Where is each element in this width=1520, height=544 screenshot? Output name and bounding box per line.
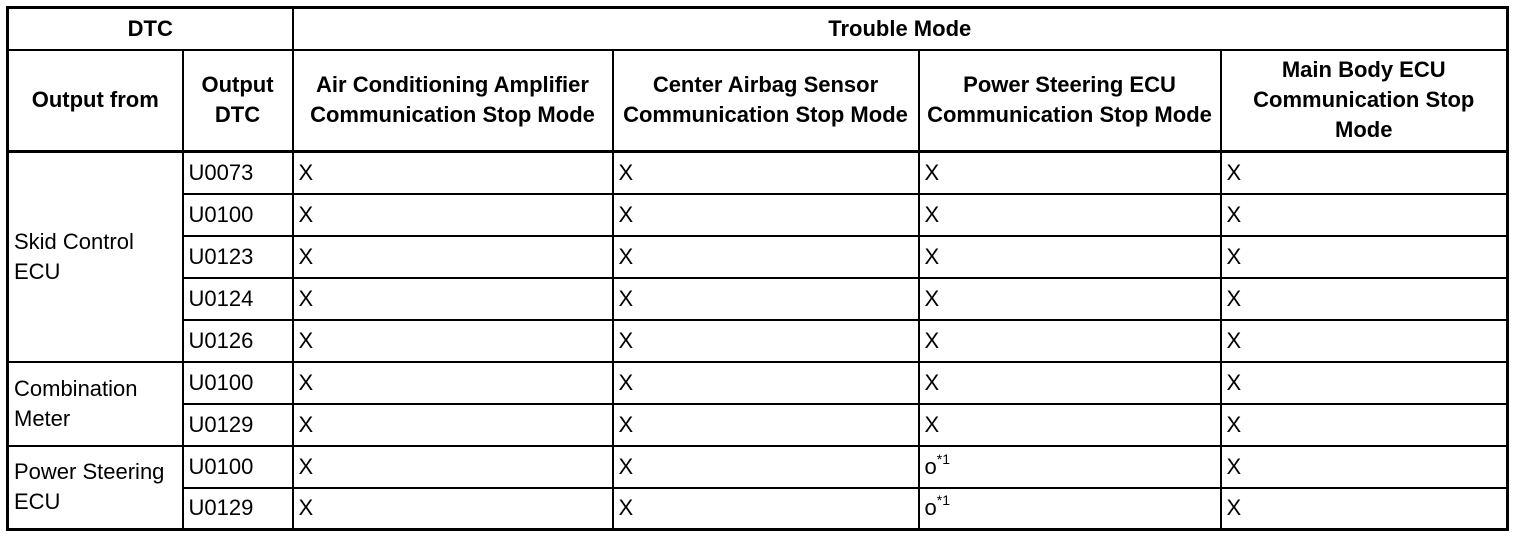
mark-value: X — [924, 327, 940, 353]
output-from-cell: Combination Meter — [8, 362, 183, 446]
trouble-mode-mark-cell — [919, 320, 1221, 362]
trouble-mode-mark-cell — [919, 152, 1221, 194]
output-dtc-cell: U0100 — [183, 362, 293, 404]
mode-header-power-steering: Power Steering ECU Communication Stop Mode — [919, 50, 1221, 152]
output-dtc-cell: U0129 — [183, 404, 293, 446]
dtc-header: DTC — [8, 8, 293, 50]
mark-value: X — [298, 285, 314, 311]
trouble-mode-mark-cell — [919, 446, 1221, 488]
trouble-mode-mark-cell — [1221, 194, 1508, 236]
output-from-cell: Power Steering ECU — [8, 446, 183, 530]
trouble-mode-mark-cell — [613, 152, 919, 194]
trouble-mode-mark-cell — [293, 320, 613, 362]
output-from-cell: Skid Control ECU — [8, 152, 183, 362]
mark-value: X — [618, 411, 634, 437]
mark-value: X — [1226, 453, 1242, 479]
mark-value: X — [618, 369, 634, 395]
output-dtc-cell: U0100 — [183, 446, 293, 488]
output-from-header: Output from — [8, 50, 183, 152]
trouble-mode-mark-cell — [613, 194, 919, 236]
mark-value: X — [1226, 201, 1242, 227]
table-row — [8, 446, 1508, 488]
trouble-mode-mark-cell — [919, 236, 1221, 278]
mark-value: X — [618, 243, 634, 269]
mark-value: X — [924, 201, 940, 227]
mark-value: X — [924, 411, 940, 437]
table-row — [8, 488, 1508, 530]
mark-value: X — [1226, 327, 1242, 353]
trouble-mode-mark-cell — [1221, 320, 1508, 362]
mark-value: X — [618, 327, 634, 353]
mark-value: X — [1226, 285, 1242, 311]
dtc-trouble-mode-table — [6, 6, 1509, 531]
mark-value: X — [1226, 159, 1242, 185]
trouble-mode-mark-cell — [293, 152, 613, 194]
trouble-mode-mark-cell — [293, 446, 613, 488]
trouble-mode-mark-cell — [293, 194, 613, 236]
table-row — [8, 152, 1508, 194]
output-dtc-cell: U0124 — [183, 278, 293, 320]
table-row — [8, 194, 1508, 236]
trouble-mode-mark-cell — [613, 404, 919, 446]
trouble-mode-mark-cell — [613, 488, 919, 530]
mark-value: X — [298, 495, 314, 521]
mark-value: X — [1226, 369, 1242, 395]
trouble-mode-mark-cell — [1221, 278, 1508, 320]
mark-value: X — [1226, 243, 1242, 269]
mode-header-main-body: Main Body ECU Communication Stop Mode — [1221, 50, 1508, 152]
table-row — [8, 404, 1508, 446]
table-row — [8, 236, 1508, 278]
mark-value: X — [298, 411, 314, 437]
trouble-mode-mark-cell — [1221, 236, 1508, 278]
output-dtc-cell: U0123 — [183, 236, 293, 278]
trouble-mode-mark-cell — [293, 404, 613, 446]
trouble-mode-mark-cell — [613, 446, 919, 488]
table-body — [8, 152, 1508, 530]
trouble-mode-mark-cell — [613, 278, 919, 320]
mark-value: X — [1226, 495, 1242, 521]
output-dtc-cell: U0100 — [183, 194, 293, 236]
footnote-ref: *1 — [936, 450, 950, 467]
mark-value: X — [298, 453, 314, 479]
mark-value: X — [618, 453, 634, 479]
mark-value: o — [924, 495, 937, 521]
mark-value: X — [298, 243, 314, 269]
mode-header-center-airbag: Center Airbag Sensor Communication Stop Mode — [613, 50, 919, 152]
trouble-mode-mark-cell — [293, 236, 613, 278]
table-row — [8, 320, 1508, 362]
trouble-mode-mark-cell — [1221, 362, 1508, 404]
trouble-mode-mark-cell — [919, 404, 1221, 446]
trouble-mode-mark-cell — [293, 278, 613, 320]
trouble-mode-header: Trouble Mode — [293, 8, 1508, 50]
trouble-mode-mark-cell — [1221, 152, 1508, 194]
mark-value: X — [618, 201, 634, 227]
mark-value: X — [924, 369, 940, 395]
trouble-mode-mark-cell — [293, 488, 613, 530]
table-row — [8, 278, 1508, 320]
trouble-mode-mark-cell — [613, 320, 919, 362]
mode-header-ac-amplifier: Air Conditioning Amplifier Communication Stop Mode — [293, 50, 613, 152]
trouble-mode-mark-cell — [1221, 404, 1508, 446]
trouble-mode-mark-cell — [1221, 446, 1508, 488]
mark-value: X — [1226, 411, 1242, 437]
mark-value: X — [298, 327, 314, 353]
trouble-mode-mark-cell — [919, 488, 1221, 530]
mark-value: X — [298, 201, 314, 227]
trouble-mode-mark-cell — [613, 362, 919, 404]
mark-value: X — [618, 285, 634, 311]
mark-value: X — [924, 159, 940, 185]
mark-value: o — [924, 453, 937, 479]
trouble-mode-mark-cell — [293, 362, 613, 404]
mark-value: X — [298, 369, 314, 395]
output-dtc-cell: U0073 — [183, 152, 293, 194]
output-dtc-cell: U0126 — [183, 320, 293, 362]
trouble-mode-mark-cell — [919, 362, 1221, 404]
trouble-mode-mark-cell — [919, 194, 1221, 236]
trouble-mode-mark-cell — [1221, 488, 1508, 530]
output-dtc-cell: U0129 — [183, 488, 293, 530]
footnote-ref: *1 — [936, 492, 950, 509]
mark-value: X — [924, 285, 940, 311]
mark-value: X — [924, 243, 940, 269]
mark-value: X — [618, 159, 634, 185]
trouble-mode-mark-cell — [919, 278, 1221, 320]
output-dtc-header: Output DTC — [183, 50, 293, 152]
mark-value: X — [618, 495, 634, 521]
trouble-mode-mark-cell — [613, 236, 919, 278]
mark-value: X — [298, 159, 314, 185]
table-row — [8, 362, 1508, 404]
